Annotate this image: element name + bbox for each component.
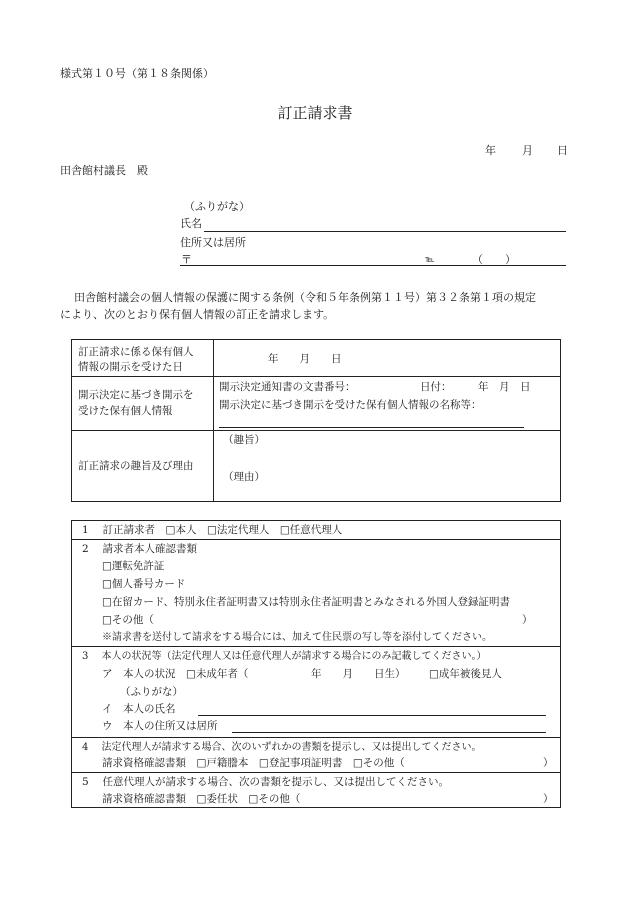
legal-agent-title: 4 法定代理人が請求する場合、次のいずれかの書類を提示し、又は提出してください。 bbox=[82, 742, 482, 753]
name-field[interactable] bbox=[204, 231, 566, 232]
voluntary-agent-docs-close: ） bbox=[543, 793, 554, 805]
table1-row-sep-2 bbox=[71, 430, 561, 431]
id-doc-mynumber[interactable]: □個人番号カード bbox=[102, 578, 186, 590]
purpose-reason-label: 訂正請求の趣旨及び理由 bbox=[78, 460, 194, 472]
id-doc-residence-card[interactable]: □在留カード、特別永住者証明書又は特別永住者証明書とみなされる外国人登録証明書 bbox=[102, 596, 510, 608]
id-doc-other-close: ） bbox=[522, 614, 533, 626]
principal-birth-date[interactable]: 年 月 日生） bbox=[311, 668, 406, 680]
page-title: 訂正請求書 bbox=[277, 104, 353, 122]
principal-name-label: イ 本人の氏名 bbox=[102, 703, 176, 715]
principal-status-title: 3 本人の状況等（法定代理人又は任意代理人が請求する場合にのみ記載してください。） bbox=[82, 651, 487, 662]
table2-sep-2 bbox=[71, 646, 561, 647]
disclosure-date-value[interactable]: 年 月 日 bbox=[268, 353, 342, 365]
disclosed-info-label-1: 開示決定に基づき開示を bbox=[78, 389, 194, 401]
date-month: 月 bbox=[522, 144, 533, 157]
legal-agent-docs-close: ） bbox=[543, 757, 554, 769]
form-number: 様式第１０号（第１８条関係） bbox=[60, 67, 214, 80]
voluntary-agent-docs[interactable]: 請求資格確認書類 □委任状 □その他（ bbox=[102, 793, 301, 805]
principal-address-label: ウ 本人の住所又は居所 bbox=[102, 720, 218, 732]
legal-agent-docs[interactable]: 請求資格確認書類 □戸籍謄本 □登記事項証明書 □その他（ bbox=[102, 757, 405, 769]
addressee: 田舎館村議長 殿 bbox=[60, 164, 148, 177]
notice-date-value[interactable]: 年 月 日 bbox=[478, 381, 531, 393]
date-day: 日 bbox=[557, 144, 568, 157]
notice-date-label: 日付： bbox=[420, 381, 452, 393]
furigana-label: （ふりがな） bbox=[184, 200, 250, 213]
name-label: 氏名 bbox=[180, 217, 202, 230]
table1-divider bbox=[213, 339, 214, 502]
id-docs-title: 2 請求者本人確認書類 bbox=[82, 543, 198, 555]
intro-line-1: 田舎館村議会の個人情報の保護に関する条例（令和５年条例第１１号）第３２条第１項の規定 bbox=[74, 291, 536, 304]
principal-status-adult-ward[interactable]: □成年被後見人 bbox=[429, 668, 502, 680]
requester-type[interactable]: 1 訂正請求者 □本人 □法定代理人 □任意代理人 bbox=[82, 524, 343, 536]
mail-note: ※請求書を送付して請求をする場合には、加えて住民票の写し等を添付してください。 bbox=[102, 632, 492, 643]
tel-paren: （ ） bbox=[472, 253, 516, 266]
principal-name-field[interactable] bbox=[198, 715, 546, 716]
notice-doc-number-label: 開示決定通知書の文書番号： bbox=[219, 381, 356, 393]
principal-status-minor[interactable]: ア 本人の状況 □未成年者（ bbox=[102, 668, 249, 680]
disclosure-date-label-2: 情報の開示を受けた日 bbox=[78, 361, 183, 373]
table2-sep-1 bbox=[71, 539, 561, 540]
intro-line-2: により、次のとおり保有個人情報の訂正を請求します。 bbox=[60, 308, 335, 321]
principal-address-field[interactable] bbox=[232, 732, 546, 733]
disclosed-info-label-2: 受けた保有個人情報 bbox=[78, 405, 173, 417]
table2-sep-4 bbox=[71, 772, 561, 773]
table1-row-sep-1 bbox=[71, 376, 561, 377]
id-doc-other[interactable]: □その他（ bbox=[102, 614, 154, 626]
address-label: 住所又は居所 bbox=[180, 236, 246, 249]
postal-mark: 〒 bbox=[181, 253, 192, 266]
voluntary-agent-title: 5 任意代理人が請求する場合、次の書類を提示し、又は提出してください。 bbox=[82, 776, 450, 788]
table2-sep-3 bbox=[71, 737, 561, 738]
purpose-label[interactable]: （趣旨） bbox=[223, 434, 265, 446]
disclosed-info-name-field[interactable] bbox=[219, 427, 524, 428]
principal-furigana-label: （ふりがな） bbox=[120, 686, 183, 698]
reason-label[interactable]: （理由） bbox=[223, 471, 265, 483]
disclosure-date-label-1: 訂正請求に係る保有個人 bbox=[78, 346, 194, 358]
tel-label: ℡ bbox=[425, 255, 435, 265]
disclosed-info-name-label: 開示決定に基づき開示を受けた保有個人情報の名称等： bbox=[219, 399, 482, 411]
id-doc-license[interactable]: □運転免許証 bbox=[102, 560, 165, 572]
address-field[interactable] bbox=[180, 265, 566, 266]
date-year: 年 bbox=[485, 144, 496, 157]
